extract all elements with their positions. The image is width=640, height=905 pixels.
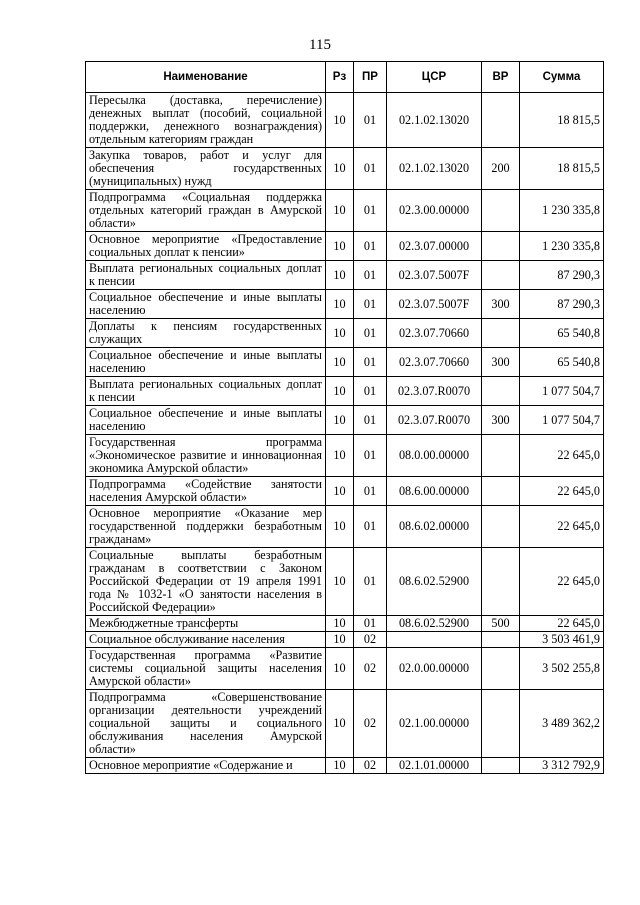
row-sum: 22 645,0 (520, 616, 604, 632)
row-rz: 10 (326, 648, 354, 690)
row-pr: 01 (354, 190, 387, 232)
table-row (86, 93, 604, 148)
table-row (86, 632, 604, 648)
table-header-row (86, 62, 604, 93)
row-sum: 1 230 335,8 (520, 190, 604, 232)
row-vr (482, 190, 520, 232)
row-name: Социальное обеспечение и иные выплаты населению (86, 290, 326, 319)
row-csr: 02.3.07.5007F (387, 261, 482, 290)
row-vr (482, 377, 520, 406)
row-vr: 300 (482, 406, 520, 435)
row-csr (387, 632, 482, 648)
row-pr: 01 (354, 435, 387, 477)
row-vr (482, 435, 520, 477)
header-pr: ПР (354, 62, 387, 93)
row-sum: 1 230 335,8 (520, 232, 604, 261)
row-vr (482, 232, 520, 261)
row-vr (482, 690, 520, 758)
row-rz: 10 (326, 93, 354, 148)
row-vr (482, 758, 520, 774)
row-name: Основное мероприятие «Оказание мер государственной поддержки безработным гражданам» (86, 506, 326, 548)
header-sum: Сумма (520, 62, 604, 93)
row-rz: 10 (326, 435, 354, 477)
row-name: Социальное обслуживание населения (86, 632, 326, 648)
row-rz: 10 (326, 758, 354, 774)
row-rz: 10 (326, 690, 354, 758)
row-name: Закупка товаров, работ и услуг для обеспечения государственных (муниципальных) нужд (86, 148, 326, 190)
row-vr (482, 632, 520, 648)
row-sum: 65 540,8 (520, 348, 604, 377)
row-csr: 02.3.07.70660 (387, 348, 482, 377)
row-sum: 22 645,0 (520, 477, 604, 506)
row-rz: 10 (326, 477, 354, 506)
table-row (86, 435, 604, 477)
row-rz: 10 (326, 290, 354, 319)
row-name: Основное мероприятие «Предоставление социальных доплат к пенсии» (86, 232, 326, 261)
row-sum: 3 312 792,9 (520, 758, 604, 774)
header-csr: ЦСР (387, 62, 482, 93)
row-sum: 3 502 255,8 (520, 648, 604, 690)
row-vr (482, 506, 520, 548)
header-name: Наименование (86, 62, 326, 93)
row-sum: 22 645,0 (520, 548, 604, 616)
table-row (86, 190, 604, 232)
row-csr: 02.3.07.R0070 (387, 377, 482, 406)
table-row (86, 758, 604, 774)
row-sum: 18 815,5 (520, 148, 604, 190)
row-pr: 01 (354, 616, 387, 632)
table-row (86, 477, 604, 506)
row-vr (482, 93, 520, 148)
row-csr: 08.6.02.52900 (387, 548, 482, 616)
row-sum: 87 290,3 (520, 261, 604, 290)
row-vr (482, 319, 520, 348)
row-csr: 08.6.02.00000 (387, 506, 482, 548)
row-csr: 02.1.02.13020 (387, 148, 482, 190)
row-vr: 500 (482, 616, 520, 632)
row-sum: 18 815,5 (520, 93, 604, 148)
row-csr: 02.1.00.00000 (387, 690, 482, 758)
row-csr: 08.6.00.00000 (387, 477, 482, 506)
row-csr: 02.3.00.00000 (387, 190, 482, 232)
row-vr: 300 (482, 290, 520, 319)
row-name: Межбюджетные трансферты (86, 616, 326, 632)
row-rz: 10 (326, 232, 354, 261)
row-sum: 22 645,0 (520, 435, 604, 477)
table-row (86, 232, 604, 261)
row-rz: 10 (326, 348, 354, 377)
row-name: Социальное обеспечение и иные выплаты населению (86, 348, 326, 377)
row-sum: 1 077 504,7 (520, 377, 604, 406)
row-pr: 01 (354, 506, 387, 548)
row-name: Социальное обеспечение и иные выплаты населению (86, 406, 326, 435)
row-pr: 01 (354, 319, 387, 348)
table-row (86, 290, 604, 319)
row-sum: 87 290,3 (520, 290, 604, 319)
row-sum: 65 540,8 (520, 319, 604, 348)
row-csr: 02.3.07.70660 (387, 319, 482, 348)
row-name: Государственная программа «Экономическое развитие и инновационная экономика Амурской области» (86, 435, 326, 477)
row-name: Социальные выплаты безработным гражданам в соответствии с Законом Российской Федерации от 19 апреля 1991 года № 1032-1 «О занятости населения в Российской Федерации» (86, 548, 326, 616)
table-row (86, 261, 604, 290)
row-pr: 01 (354, 261, 387, 290)
table-row (86, 319, 604, 348)
row-name: Основное мероприятие «Содержание и (86, 758, 326, 774)
row-rz: 10 (326, 377, 354, 406)
row-pr: 01 (354, 290, 387, 319)
row-pr: 01 (354, 406, 387, 435)
row-rz: 10 (326, 319, 354, 348)
row-vr (482, 648, 520, 690)
row-sum: 1 077 504,7 (520, 406, 604, 435)
table-row (86, 548, 604, 616)
budget-table (85, 61, 604, 774)
row-csr: 02.1.01.00000 (387, 758, 482, 774)
row-name: Пересылка (доставка, перечисление) денежных выплат (пособий, социальной поддержки, денежного вознаграждения) отдельным категориям граждан (86, 93, 326, 148)
row-vr (482, 548, 520, 616)
page-number: 115 (309, 37, 331, 53)
row-csr: 02.3.07.R0070 (387, 406, 482, 435)
row-vr (482, 261, 520, 290)
row-name: Подпрограмма «Социальная поддержка отдельных категорий граждан в Амурской области» (86, 190, 326, 232)
table-row (86, 616, 604, 632)
table-row (86, 648, 604, 690)
row-rz: 10 (326, 632, 354, 648)
row-name: Доплаты к пенсиям государственных служащих (86, 319, 326, 348)
row-csr: 02.3.07.00000 (387, 232, 482, 261)
row-rz: 10 (326, 548, 354, 616)
row-vr: 200 (482, 148, 520, 190)
row-rz: 10 (326, 406, 354, 435)
row-name: Выплата региональных социальных доплат к пенсии (86, 377, 326, 406)
row-pr: 01 (354, 477, 387, 506)
row-rz: 10 (326, 190, 354, 232)
row-pr: 01 (354, 377, 387, 406)
row-vr: 300 (482, 348, 520, 377)
row-rz: 10 (326, 148, 354, 190)
table-row (86, 348, 604, 377)
row-csr: 02.1.02.13020 (387, 93, 482, 148)
row-csr: 02.3.07.5007F (387, 290, 482, 319)
row-name: Подпрограмма «Содействие занятости населения Амурской области» (86, 477, 326, 506)
row-pr: 01 (354, 93, 387, 148)
row-sum: 3 489 362,2 (520, 690, 604, 758)
row-pr: 01 (354, 232, 387, 261)
table-row (86, 690, 604, 758)
table-row (86, 506, 604, 548)
row-csr: 08.0.00.00000 (387, 435, 482, 477)
header-rz: Рз (326, 62, 354, 93)
row-vr (482, 477, 520, 506)
row-sum: 22 645,0 (520, 506, 604, 548)
table-row (86, 377, 604, 406)
row-name: Выплата региональных социальных доплат к пенсии (86, 261, 326, 290)
table-row (86, 406, 604, 435)
header-vr: ВР (482, 62, 520, 93)
row-name: Государственная программа «Развитие системы социальной защиты населения Амурской области» (86, 648, 326, 690)
row-pr: 01 (354, 548, 387, 616)
row-rz: 10 (326, 261, 354, 290)
row-csr: 02.0.00.00000 (387, 648, 482, 690)
row-pr: 02 (354, 690, 387, 758)
row-pr: 01 (354, 348, 387, 377)
table-row (86, 148, 604, 190)
row-pr: 01 (354, 148, 387, 190)
row-rz: 10 (326, 616, 354, 632)
row-rz: 10 (326, 506, 354, 548)
row-name: Подпрограмма «Совершенствование организации деятельности учреждений социальной защиты и социального обслуживания населения Амурской области» (86, 690, 326, 758)
row-sum: 3 503 461,9 (520, 632, 604, 648)
row-pr: 02 (354, 648, 387, 690)
row-pr: 02 (354, 758, 387, 774)
row-pr: 02 (354, 632, 387, 648)
row-csr: 08.6.02.52900 (387, 616, 482, 632)
